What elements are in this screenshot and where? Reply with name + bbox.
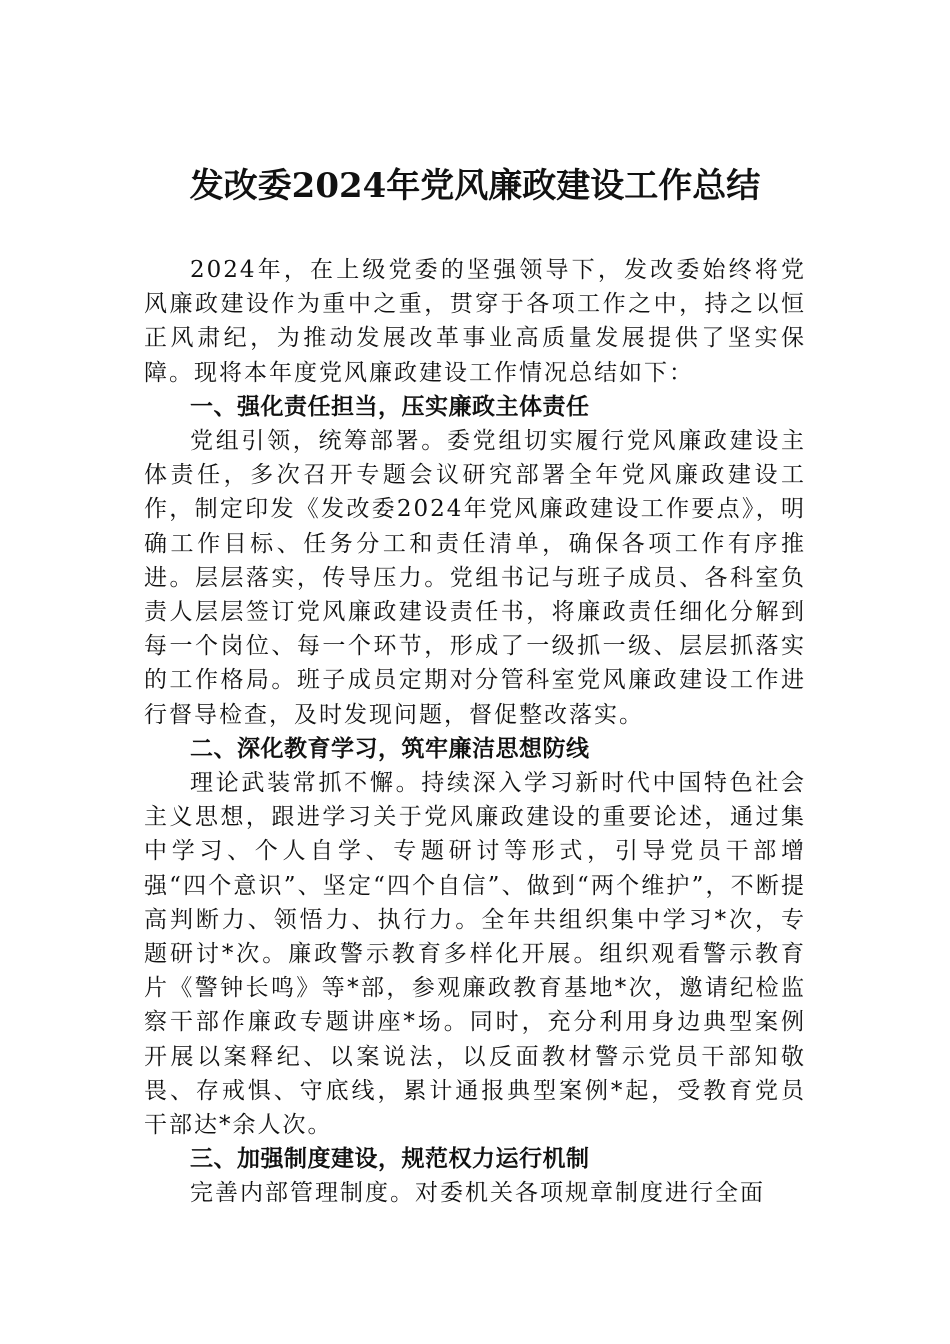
document-body bbox=[144, 253, 806, 1211]
section-1-paragraph: 党组引领，统筹部署。委党组切实履行党风廉政建设主体责任，多次召开专题会议研究部署全年党风廉政建设工作，制定印发《发改委2024年党风廉政建设工作要点》，明确工作目标、任务分工和责任清单，确保各项工作有序推进。层层落实，传导压力。党组书记与班子成员、各科室负责人层层签订党风廉政建设责任书，将廉政责任细化分解到每一个岗位、每一个环节，形成了一级抓一级、层层抓落实的工作格局。班子成员定期对分管科室党风廉政建设工作进行督导检查，及时发现问题，督促整改落实。 bbox=[144, 428, 806, 728]
intro-paragraph: 2024年，在上级党委的坚强领导下，发改委始终将党风廉政建设作为重中之重，贯穿于各项工作之中，持之以恒正风肃纪，为推动发展改革事业高质量发展提供了坚实保障。现将本年度党风廉政建设工作情况总结如下： bbox=[144, 257, 806, 386]
document-title: 发改委2024年党风廉政建设工作总结 bbox=[189, 166, 761, 206]
section-2-heading: 二、深化教育学习，筑牢廉洁思想防线 bbox=[190, 735, 590, 762]
section-3-paragraph: 完善内部管理制度。对委机关各项规章制度进行全面 bbox=[190, 1180, 765, 1207]
section-3-heading: 三、加强制度建设，规范权力运行机制 bbox=[190, 1146, 590, 1173]
section-1-heading: 一、强化责任担当，压实廉政主体责任 bbox=[190, 393, 590, 420]
section-2-paragraph: 理论武装常抓不懈。持续深入学习新时代中国特色社会主义思想，跟进学习关于党风廉政建设的重要论述，通过集中学习、个人自学、专题研讨等形式，引导党员干部增强“四个意识”、坚定“四个自信”、做到“两个维护”，不断提高判断力、领悟力、执行力。全年共组织集中学习*次，专题研讨*次。廉政警示教育多样化开展。组织观看警示教育片《警钟长鸣》等*部，参观廉政教育基地*次，邀请纪检监察干部作廉政专题讲座*场。同时，充分利用身边典型案例开展以案释纪、以案说法，以反面教材警示党员干部知敬畏、存戒惧、守底线，累计通报典型案例*起，受教育党员干部达*余人次。 bbox=[144, 770, 806, 1139]
